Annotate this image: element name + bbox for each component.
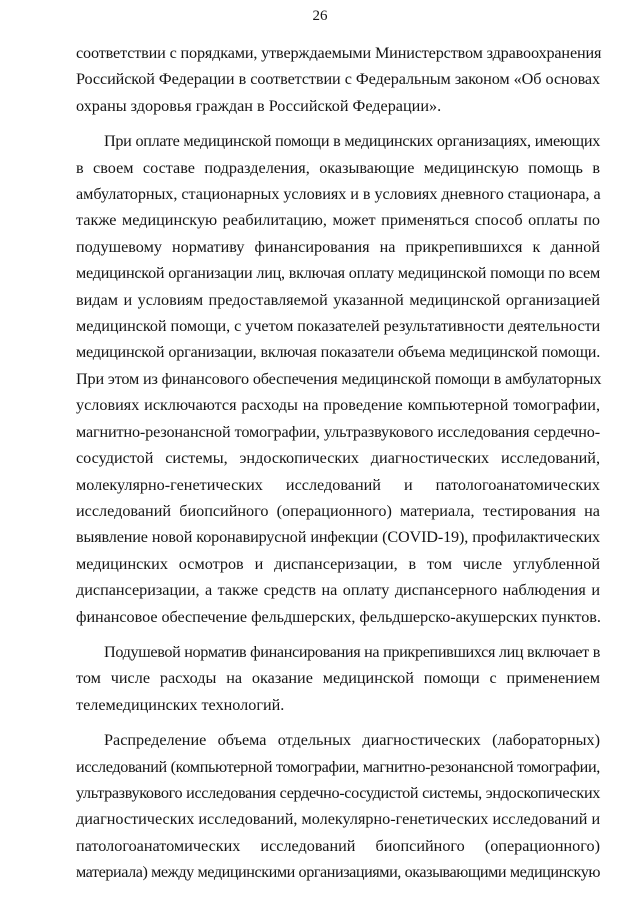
text-line: Распределение объема отдельных диагностических (лабораторных) (104, 731, 600, 750)
text-line: подушевому нормативу финансирования на прикрепившихся к данной (76, 237, 600, 256)
text-line: также медицинскую реабилитацию, может применяться способ оплаты по (76, 211, 600, 230)
text-line: патологоанатомических исследований биопсийного (операционного) (76, 836, 600, 855)
text-line: молекулярно-генетических исследований и патологоанатомических (76, 475, 600, 494)
paragraph (76, 727, 600, 885)
text-line: сосудистой системы, эндоскопических диагностических исследований, (76, 449, 600, 468)
document-body (76, 40, 600, 886)
text-line: выявление новой коронавирусной инфекции (COVID-19), профилактических (76, 528, 600, 547)
text-line: финансовое обеспечение фельдшерских, фельдшерско-акушерских пунктов. (76, 607, 601, 626)
text-line: При этом из финансового обеспечения медицинской помощи в амбулаторных (76, 369, 602, 388)
paragraph (76, 639, 600, 718)
text-line: материала) между медицинскими организациями, оказывающими медицинскую (76, 863, 600, 882)
text-line: амбулаторных, стационарных условиях и в условиях дневного стационара, а (76, 185, 601, 204)
text-line: Подушевой норматив финансирования на прикрепившихся лиц включает в (104, 642, 600, 661)
text-line: медицинской организации лиц, включая оплату медицинской помощи по всем (76, 264, 600, 283)
text-line: диспансеризации, а также средств на оплату диспансерного наблюдения и (76, 581, 600, 600)
paragraph (76, 40, 600, 119)
text-line: При оплате медицинской помощи в медицинских организациях, имеющих (104, 132, 600, 151)
paragraph (76, 128, 600, 630)
text-line: исследований (компьютерной томографии, магнитно-резонансной томографии, (76, 757, 600, 776)
text-line: телемедицинских технологий. (76, 695, 285, 714)
text-line: видам и условиям предоставляемой указанной медицинской организацией (76, 290, 600, 309)
text-line: медицинской помощи, с учетом показателей результативности деятельности (76, 317, 601, 336)
text-line: магнитно-резонансной томографии, ультразвукового исследования сердечно- (76, 422, 600, 441)
text-line: том числе расходы на оказание медицинской помощи с применением (76, 669, 600, 688)
page-number: 26 (312, 8, 328, 24)
text-line: ультразвукового исследования сердечно-сосудистой системы, эндоскопических (76, 783, 600, 802)
text-line: Российской Федерации в соответствии с Федеральным законом «Об основах (76, 70, 600, 89)
text-line: диагностических исследований, молекулярно-генетических исследований и (76, 810, 601, 829)
text-line: соответствии с порядками, утверждаемыми Министерством здравоохранения (76, 44, 602, 62)
text-line: в своем составе подразделения, оказывающие медицинскую помощь в (76, 158, 600, 177)
text-line: исследований биопсийного (операционного) материала, тестирования на (76, 501, 600, 520)
text-line: медицинской организации, включая показатели объема медицинской помощи. (76, 343, 600, 362)
text-line: условиях исключаются расходы на проведение компьютерной томографии, (76, 396, 600, 415)
text-line: охраны здоровья граждан в Российской Федерации». (76, 96, 442, 115)
text-line: медицинских осмотров и диспансеризации, в том числе углубленной (76, 554, 600, 573)
